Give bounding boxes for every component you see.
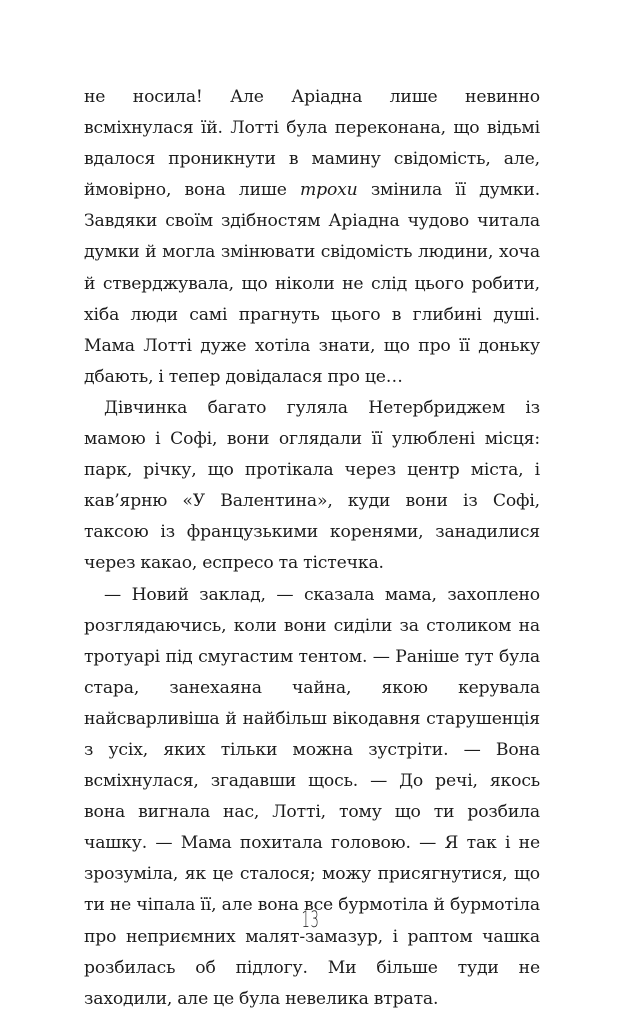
paragraph-3 <box>84 580 540 1015</box>
paragraph-2-text: Дівчинка багато гуляла Нетербриджем із мамою і Софі, вони оглядали її улюблені місця: парк, річку, що протікала через центр міста, і кав’ярню «У Валентина», куди вони із Софі, таксою із французькими коренями, занадилися через какао, еспресо та тістечка. <box>84 397 540 574</box>
paragraph-3-text: — Новий заклад, — сказала мама, захоплено розглядаючись, коли вони сиділи за столиком на тротуарі під смугастим тентом. — Раніше тут була стара, занехаяна чайна, якою керувала найсварливіша й найбільш вікодавня старушенція з усіх, яких тільки можна зустріти. — Вона всміхнулася, згадавши щось. — До речі, якось вона вигнала нас, Лотті, тому що ти розбила чашку. — Мама похитала головою. — Я так і не зрозуміла, як це сталося; можу присягнутися, що ти не чіпала її, але вона все бурмотіла й бурмотіла про неприємних малят-замазур, і раптом чашка розбилась об підлогу. Ми більше туди не заходили, але це була невелика втрата. <box>84 584 540 1009</box>
paragraph-1-text-continued: змінила її думки. Завдяки своїм здібностям Аріадна чудово читала думки й могла змінювати свідомість людини, хоча й стверджувала, що ніколи не слід цього робити, хіба люди самі прагнуть цього в глибині душі. Мама Лотті дуже хотіла знати, що про її доньку дбають, і тепер довідалася про це… <box>84 180 541 387</box>
paragraph-1 <box>84 82 540 393</box>
paragraph-2 <box>84 393 540 580</box>
paragraph-1-text: не носила! Але Аріадна лише невинно всміхнулася їй. Лотті була переконана, що відьмі вдалося проникнути в мамину свідомість, але, ймовірно, вона лише <box>84 87 540 201</box>
page-number: 13 <box>301 908 320 933</box>
page-body <box>84 82 540 1015</box>
paragraph-1-emphasis: трохи <box>299 180 358 201</box>
